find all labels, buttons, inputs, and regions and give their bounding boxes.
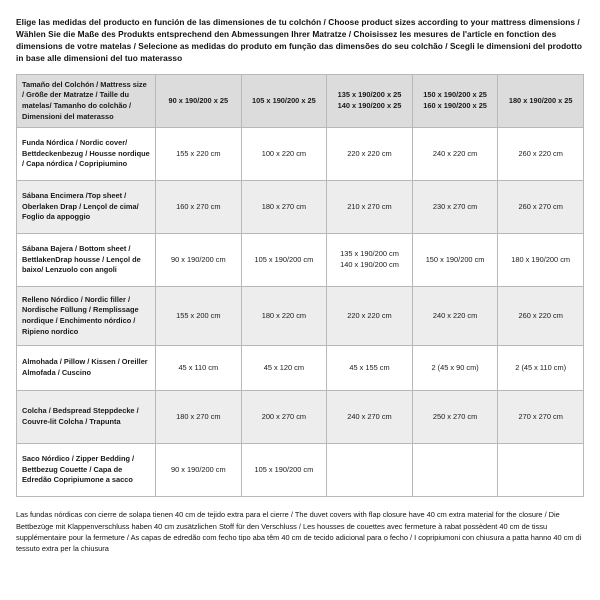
cell-colcha-3: 240 x 270 cm: [327, 391, 413, 444]
cell-encimera-5: 260 x 270 cm: [498, 181, 584, 234]
cell-encimera-4: 230 x 270 cm: [412, 181, 498, 234]
cell-funda-5: 260 x 220 cm: [498, 128, 584, 181]
cell-almohada-3: 45 x 155 cm: [327, 346, 413, 391]
row-label-colcha: Colcha / Bedspread Steppdecke / Couvre-lit Colcha / Trapunta: [17, 391, 156, 444]
row-label-saco-nordico: Saco Nórdico / Zipper Bedding / Bettbezug Couette / Capa de Edredão Copripiumone a sacco: [17, 444, 156, 497]
intro-paragraph: Elige las medidas del producto en función de las dimensiones de tu colchón / Choose product sizes according to your mattress dimensions / Wählen Sie die Maße des Produkts entsprechend den Abmessungen Ihrer Matratze / Choisissez les mesures de l'article en fonction des dimensions de votre matelas / Selecione as medidas do produto em função das dimensões do seu colchão / Scegli le dimensioni del prodotto in base alle dimensioni del tuo materasso: [16, 17, 583, 64]
table-row: [17, 444, 584, 497]
row-label-sabana-bajera: Sábana Bajera / Bottom sheet / BettlakenDrap housse / Lençol de baixo/ Lenzuolo con angoli: [17, 234, 156, 287]
cell-encimera-1: 160 x 270 cm: [156, 181, 242, 234]
cell-saco-4: [412, 444, 498, 497]
cell-colcha-1: 180 x 270 cm: [156, 391, 242, 444]
cell-bajera-4: 150 x 190/200 cm: [412, 234, 498, 287]
cell-saco-3: [327, 444, 413, 497]
header-col-3: 135 x 190/200 x 25 140 x 190/200 x 25: [327, 75, 413, 128]
mattress-size-table: [16, 74, 584, 497]
header-col-2: 105 x 190/200 x 25: [241, 75, 327, 128]
table-header-row: [17, 75, 584, 128]
table-row: [17, 128, 584, 181]
cell-bajera-2: 105 x 190/200 cm: [241, 234, 327, 287]
table-row: [17, 287, 584, 346]
header-label-cell: Tamaño del Colchón / Mattress size / Größe der Matratze / Taille du matelas/ Tamanho do colchão / Dimensioni del materasso: [17, 75, 156, 128]
row-label-sabana-encimera: Sábana Encimera /Top sheet / Oberlaken Drap / Lençol de cima/ Foglio da appoggio: [17, 181, 156, 234]
footnote-text: Las fundas nórdicas con cierre de solapa tienen 40 cm de tejido extra para el cierre / The duvet covers with flap closure have 40 cm extra material for the closure / Die Bettbezüge mit Klappenverschluss haben 40 cm zusätzlichen Stoff für den Verschluss / Les housses de couettes avec fermeture à rabat possèdent 40 cm de tissu supplémentaire pour la fermeture / As capas de edredão com fecho tipo aba têm 40 cm de tecido adicional para o fecho / I copripiumoni con chiusura a patta hanno 40 cm di tessuto extra per la chiusura: [16, 510, 582, 554]
cell-almohada-5: 2 (45 x 110 cm): [498, 346, 584, 391]
cell-funda-3: 220 x 220 cm: [327, 128, 413, 181]
cell-almohada-4: 2 (45 x 90 cm): [412, 346, 498, 391]
table-row: [17, 391, 584, 444]
cell-colcha-4: 250 x 270 cm: [412, 391, 498, 444]
row-label-relleno-nordico: Relleno Nórdico / Nordic filler / Nordische Füllung / Remplissage nordique / Enchimento nórdico / Ripieno nordico: [17, 287, 156, 346]
cell-relleno-5: 260 x 220 cm: [498, 287, 584, 346]
cell-colcha-2: 200 x 270 cm: [241, 391, 327, 444]
header-col-5: 180 x 190/200 x 25: [498, 75, 584, 128]
table-row: [17, 346, 584, 391]
header-col-1: 90 x 190/200 x 25: [156, 75, 242, 128]
cell-bajera-5: 180 x 190/200 cm: [498, 234, 584, 287]
row-label-almohada: Almohada / Pillow / Kissen / Oreiller Almofada / Cuscino: [17, 346, 156, 391]
cell-relleno-3: 220 x 220 cm: [327, 287, 413, 346]
cell-saco-1: 90 x 190/200 cm: [156, 444, 242, 497]
cell-relleno-2: 180 x 220 cm: [241, 287, 327, 346]
cell-colcha-5: 270 x 270 cm: [498, 391, 584, 444]
row-label-funda-nordica: Funda Nórdica / Nordic cover/ Bettdeckenbezug / Housse nordique / Capa nórdica / Copripiumino: [17, 128, 156, 181]
cell-saco-5: [498, 444, 584, 497]
cell-funda-2: 100 x 220 cm: [241, 128, 327, 181]
cell-funda-1: 155 x 220 cm: [156, 128, 242, 181]
table-row: [17, 181, 584, 234]
cell-bajera-1: 90 x 190/200 cm: [156, 234, 242, 287]
cell-almohada-1: 45 x 110 cm: [156, 346, 242, 391]
cell-saco-2: 105 x 190/200 cm: [241, 444, 327, 497]
cell-relleno-1: 155 x 200 cm: [156, 287, 242, 346]
cell-funda-4: 240 x 220 cm: [412, 128, 498, 181]
header-col-4: 150 x 190/200 x 25 160 x 190/200 x 25: [412, 75, 498, 128]
table-row: [17, 234, 584, 287]
cell-encimera-2: 180 x 270 cm: [241, 181, 327, 234]
cell-relleno-4: 240 x 220 cm: [412, 287, 498, 346]
cell-encimera-3: 210 x 270 cm: [327, 181, 413, 234]
cell-almohada-2: 45 x 120 cm: [241, 346, 327, 391]
cell-bajera-3: 135 x 190/200 cm 140 x 190/200 cm: [327, 234, 413, 287]
